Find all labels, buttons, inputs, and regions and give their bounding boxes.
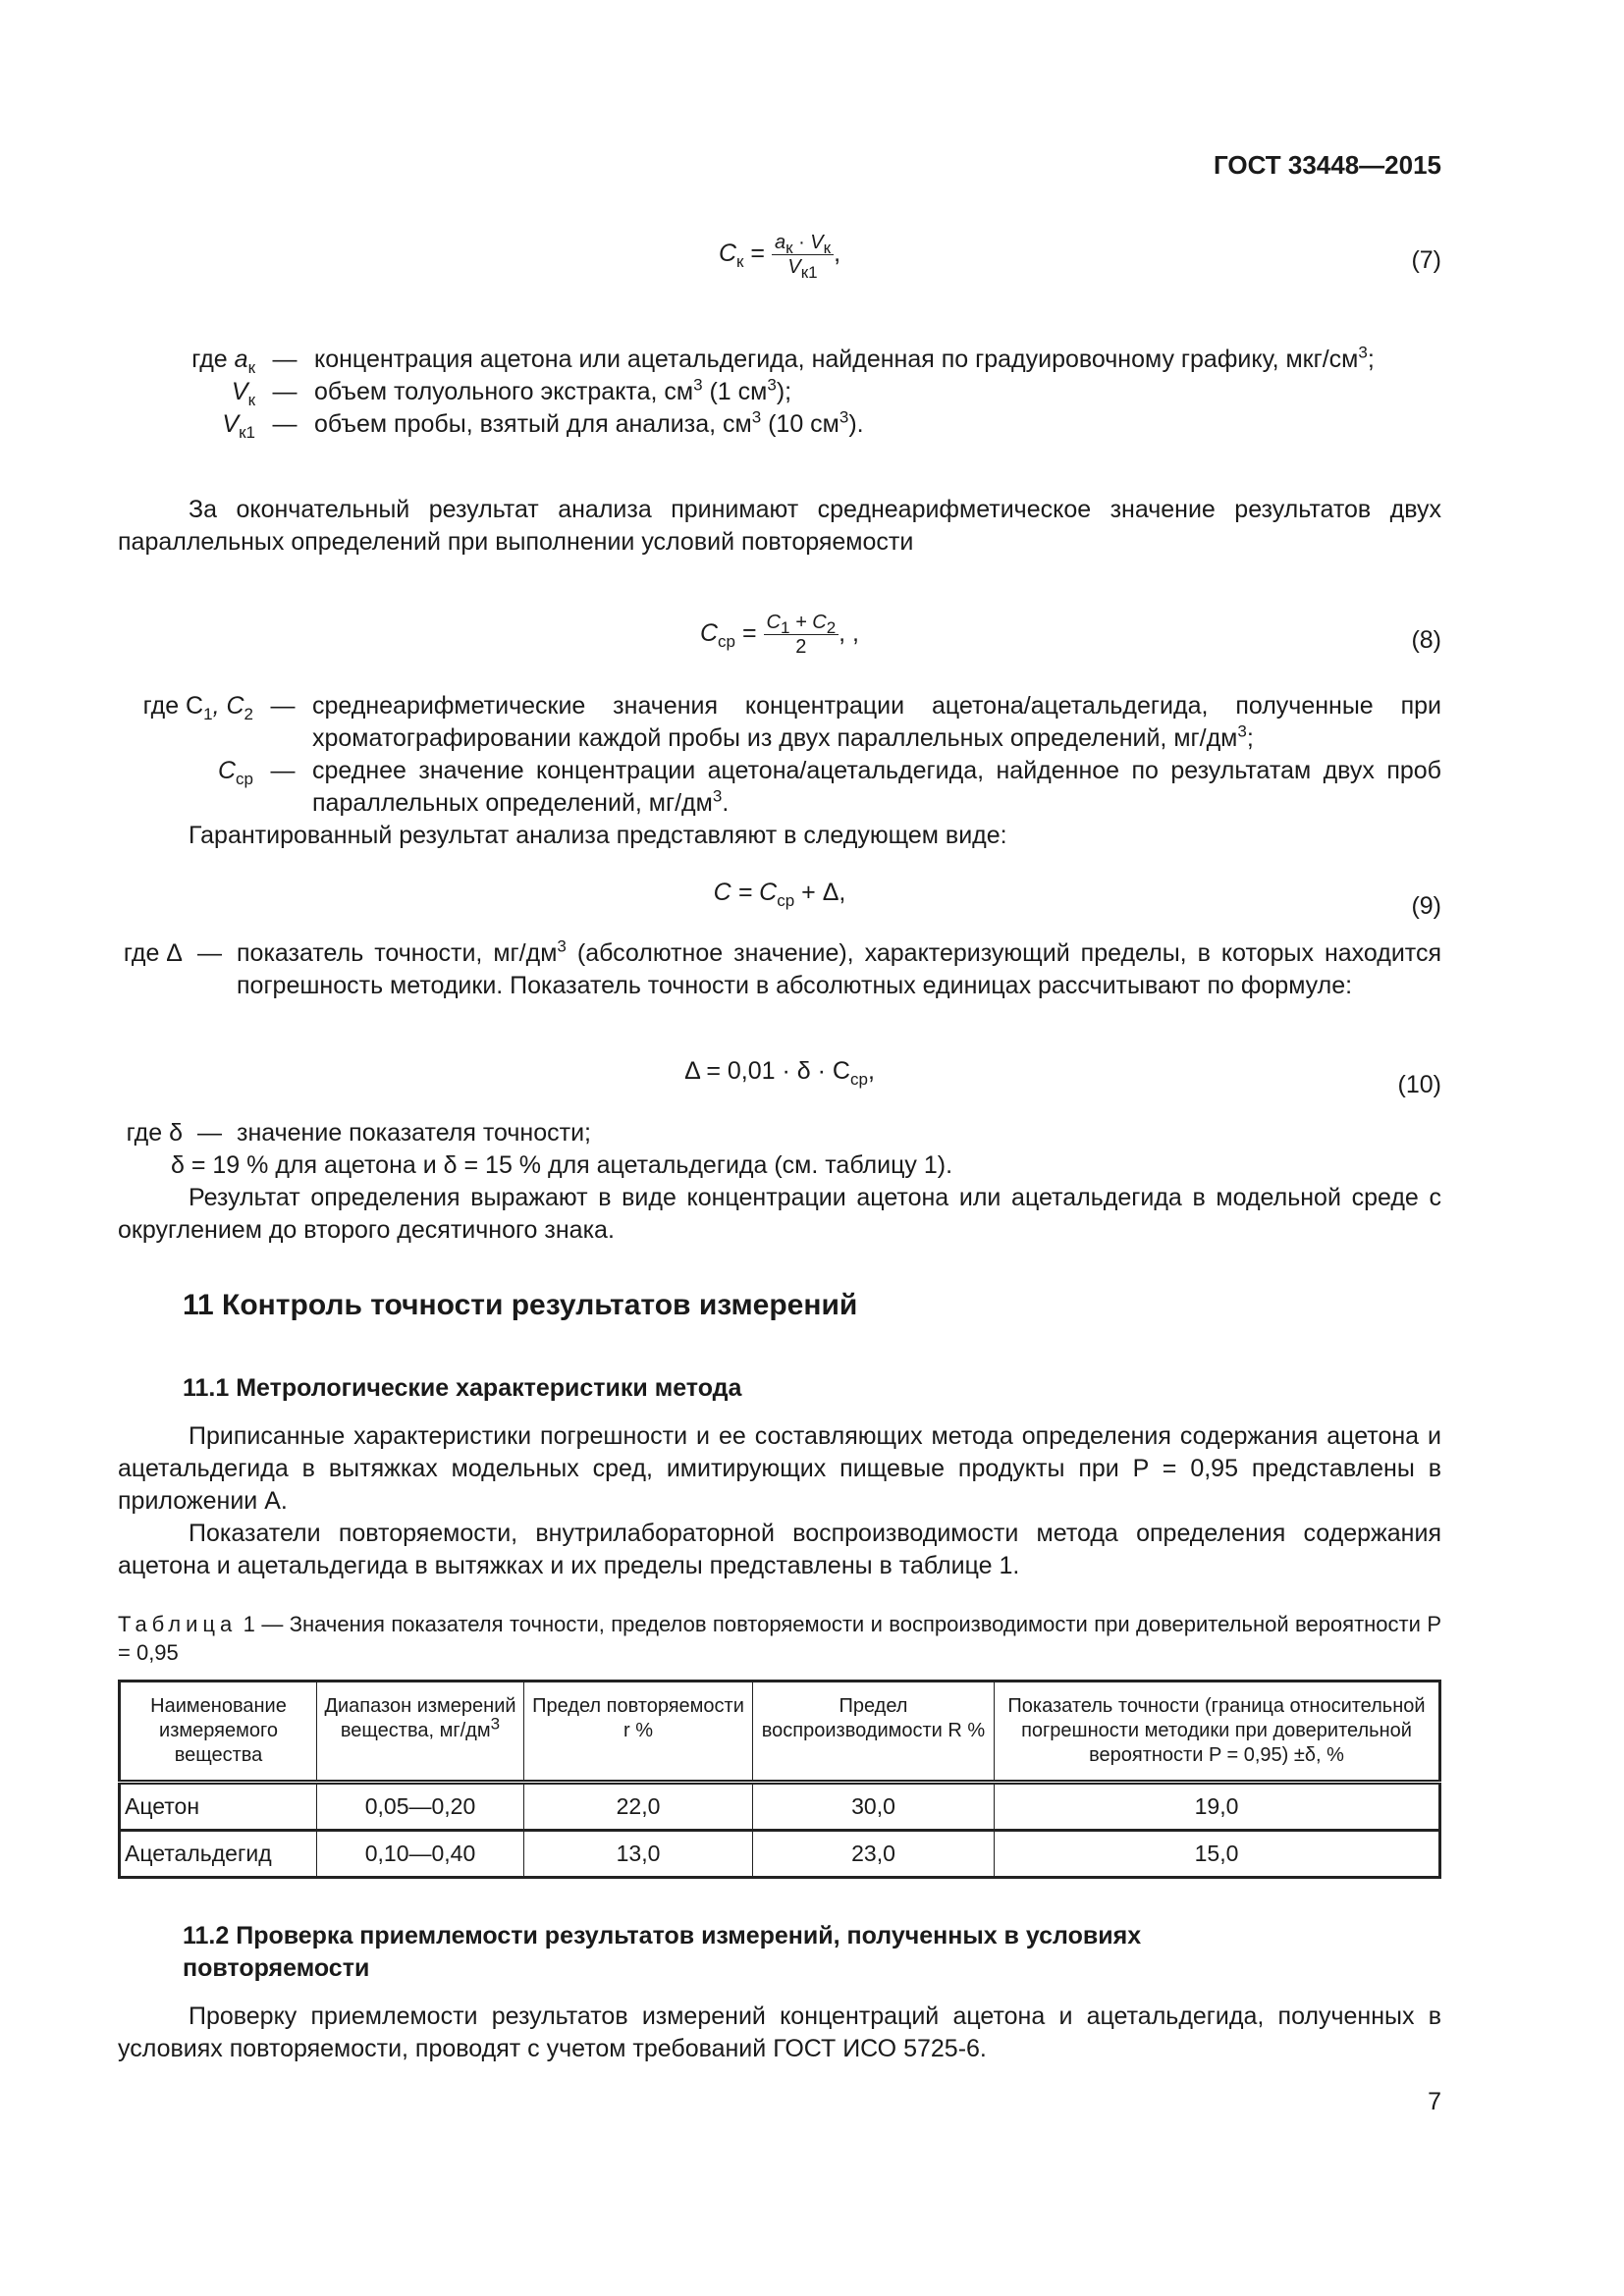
paragraph: Результат определения выражают в виде концентрации ацетона или ацетальдегида в модельной среде с округлением до второго десятичного знака. (118, 1184, 1441, 1244)
section-heading-11-1: 11.1 Метрологические характеристики метода (183, 1374, 742, 1402)
equation-10: $\Delta = 0,01 \cdot \delta \cdot C_{ср}$, (10) (118, 1055, 1441, 1114)
page-number: 7 (1428, 2088, 1441, 2115)
equation-number: (9) (1411, 892, 1441, 920)
paragraph: Гарантированный результат анализа представляют в следующем виде: (189, 822, 1007, 849)
paragraph: Проверку приемлемости результатов измерений концентраций ацетона и ацетальдегида, полученных в условиях повторяемости, проводят с учетом требований ГОСТ ИСО 5725-6. (118, 2002, 1441, 2062)
table-row: Ацетон 0,05—0,20 22,0 30,0 19,0 (120, 1783, 1440, 1831)
where-list-8: где $C_1$, $C_2$ — среднеарифметические значения концентрации ацетона/ацетальдегида, полученные при хроматографировании каждой пробы из двух параллельных определений, $мг/дм^3$; $C_{ср}$ — среднее значение концентрации ацетона/ацетальдегида, найденное по результатам двух проб параллельных определений, $мг/дм^3$. Гарантированный результат анализа представляют в следующем виде: (118, 690, 1441, 852)
where-list-9: где Δ — показатель точности, $мг/дм^3$ (абсолютное значение), характеризующий пределы, в которых находится погрешность методики. Показатель точности в абсолютных единицах рассчитывают по формуле: (123, 936, 1441, 999)
paragraph: Приписанные характеристики погрешности и ее составляющих метода определения содержания ацетона и ацетальдегида в вытяжках модельных сред, имитирующих пищевые продукты при P = 0,95 представлены в приложении А. (118, 1422, 1441, 1515)
table-caption: Таблица 1 — Значения показателя точности, пределов повторяемости и воспроизводимости при доверительной вероятности P = 0,95 (118, 1612, 1441, 1665)
paragraph: Показатели повторяемости, внутрилабораторной воспроизводимости метода определения содержания ацетона и ацетальдегида в вытяжках и их пределы представлены в таблице 1. (118, 1520, 1441, 1579)
standard-header: ГОСТ 33448—2015 (1214, 150, 1441, 180)
equation-number: (7) (1411, 246, 1441, 274)
section-heading-11-2: 11.2 Проверка приемлемости результатов измерений, полученных в условиях повторяемости (183, 1922, 1142, 1982)
equation-number: (8) (1411, 626, 1441, 654)
where-list-10: где δ — значение показателя точности; δ = 19 % для ацетона и δ = 15 % для ацетальдегида (см. таблицу 1). Результат определения выражают в виде концентрации ацетона или ацетальдегида в модельной среде с округлением до второго десятичного знака. (118, 1117, 1441, 1247)
where-list-7: где $a_к$ — концентрация ацетона или ацетальдегида, найденная по градуировочному графику, мкг/$см^3$; $V_к$ — объем толуольного экстракта, $см^3$ (1 $см^3$); $V_{к1}$ — объем пробы, взятый для анализа, $см^3$ (10 $см^3$). (191, 343, 1375, 442)
equation-7: $C_к$ = $\frac{a_к \cdot V_к}{V_{к1}}$ , (7) (718, 232, 1441, 282)
table-header-row: Наименование измеряемого вещества Диапазон измерений вещества, $мг/дм^3$ Предел повторяемости r % Предел воспроизводимости R % Показатель точности (граница относительной погрешности методики при доверительной вероятности P = 0,95) ±δ, % (120, 1682, 1440, 1783)
equation-9: $C = C_{ср} + \Delta$, (9) (118, 877, 1441, 935)
paragraph: За окончательный результат анализа принимают среднеарифметическое значение результатов двух параллельных определений при выполнении условий повторяемости (118, 496, 1441, 556)
table-1 (118, 1680, 1441, 1879)
equation-number: (10) (1397, 1071, 1441, 1098)
table-row: Ацетальдегид 0,10—0,40 13,0 23,0 15,0 (120, 1831, 1440, 1878)
section-heading-11: 11 Контроль точности результатов измерений (183, 1289, 858, 1321)
equation-8: $C_{ср}$ = $\frac{C_1 + C_2}{2}$ , , (8) (699, 612, 1441, 658)
